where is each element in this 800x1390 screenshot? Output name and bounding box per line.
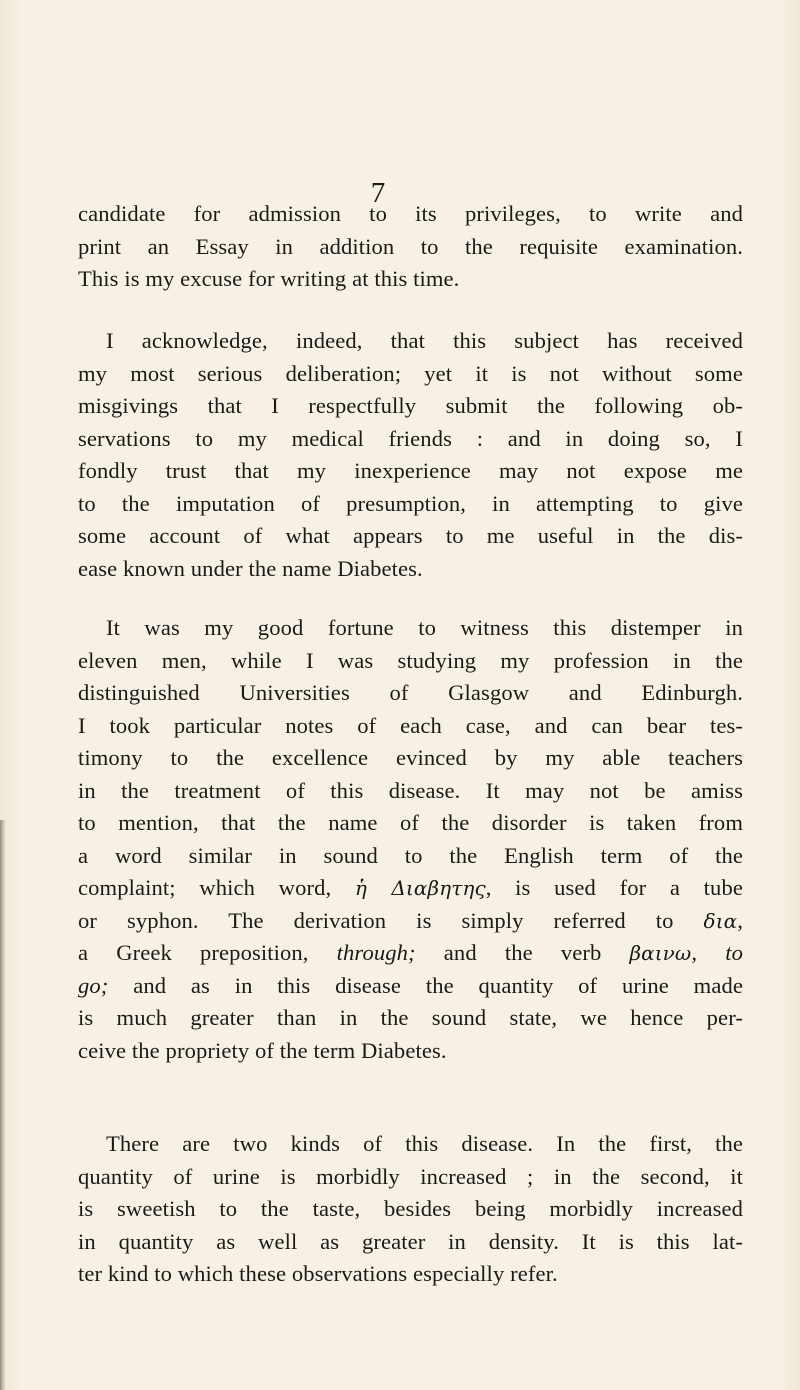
line-segment: , <box>737 907 743 933</box>
italic-term: go; <box>78 972 109 998</box>
greek-term: βαινω <box>629 941 692 965</box>
text-line-with-italic <box>78 970 743 1003</box>
text-line: I took particular notes of each case, and can bear tes- <box>78 712 743 738</box>
paragraph-2 <box>78 325 743 585</box>
text-line: print an Essay in addition to the requisite examination. <box>78 233 743 259</box>
text-line: to mention, that the name of the disorder is taken from <box>78 810 743 835</box>
line-segment: complaint; which word, <box>78 875 355 900</box>
text-line: a word similar in sound to the English term of the <box>78 842 743 868</box>
italic-term: through; <box>336 940 416 965</box>
text-line: is sweetish to the taste, besides being morbidly increased <box>78 1196 743 1221</box>
text-line-with-greek <box>78 905 743 938</box>
greek-term: ἡ Διαβητης <box>354 876 486 900</box>
text-line: timony to the excellence evinced by my able teachers <box>78 745 743 770</box>
paragraph-3 <box>78 612 743 1067</box>
greek-term: δια <box>703 908 738 933</box>
binding-gutter-shadow <box>0 820 6 1390</box>
text-line-with-greek <box>78 937 743 970</box>
line-segment: and the verb <box>415 940 630 965</box>
text-line: ease known under the name Diabetes. <box>78 555 423 581</box>
text-line: fondly trust that my inexperience may not expose me <box>78 458 743 483</box>
text-line: There are two kinds of this disease. In the first, the <box>106 1131 743 1156</box>
text-line: This is my excuse for writing at this time. <box>78 266 460 291</box>
line-segment: and as in this disease the quantity of urine made <box>108 972 743 998</box>
text-line: misgivings that I respectfully submit the following ob- <box>78 393 743 418</box>
text-line: distinguished Universities of Glasgow and Edinburgh. <box>78 680 743 705</box>
page-number: 7 <box>370 177 386 209</box>
line-segment: or syphon. The derivation is simply referred to <box>78 907 704 933</box>
text-line: ceive the propriety of the term Diabetes. <box>78 1037 447 1063</box>
text-line: in quantity as well as greater in density. It is this lat- <box>78 1228 743 1254</box>
text-line: It was my good fortune to witness this distemper in <box>106 615 743 640</box>
text-line-with-greek <box>78 872 743 905</box>
text-line: ter kind to which these observations especially refer. <box>78 1261 558 1286</box>
text-line: is much greater than in the sound state, we hence per- <box>78 1005 743 1030</box>
text-line: servations to my medical friends : and in doing so, I <box>78 425 743 451</box>
line-segment: a Greek preposition, <box>78 940 337 965</box>
text-line: some account of what appears to me useful in the dis- <box>78 523 743 548</box>
italic-term: , to <box>691 940 743 965</box>
text-line: to the imputation of presumption, in attempting to give <box>78 490 743 516</box>
text-line: candidate for admission to its privileges, to write and <box>78 201 743 226</box>
text-line: in the treatment of this disease. It may not be amiss <box>78 777 743 803</box>
paragraph-1 <box>78 198 743 296</box>
text-line: I acknowledge, indeed, that this subject has received <box>106 328 743 353</box>
text-line: quantity of urine is morbidly increased ; in the second, it <box>78 1163 743 1189</box>
text-line: my most serious deliberation; yet it is not without some <box>78 360 743 386</box>
line-segment: , is used for a tube <box>485 875 743 900</box>
paragraph-4 <box>78 1128 743 1291</box>
text-line: eleven men, while I was studying my profession in the <box>78 647 743 673</box>
